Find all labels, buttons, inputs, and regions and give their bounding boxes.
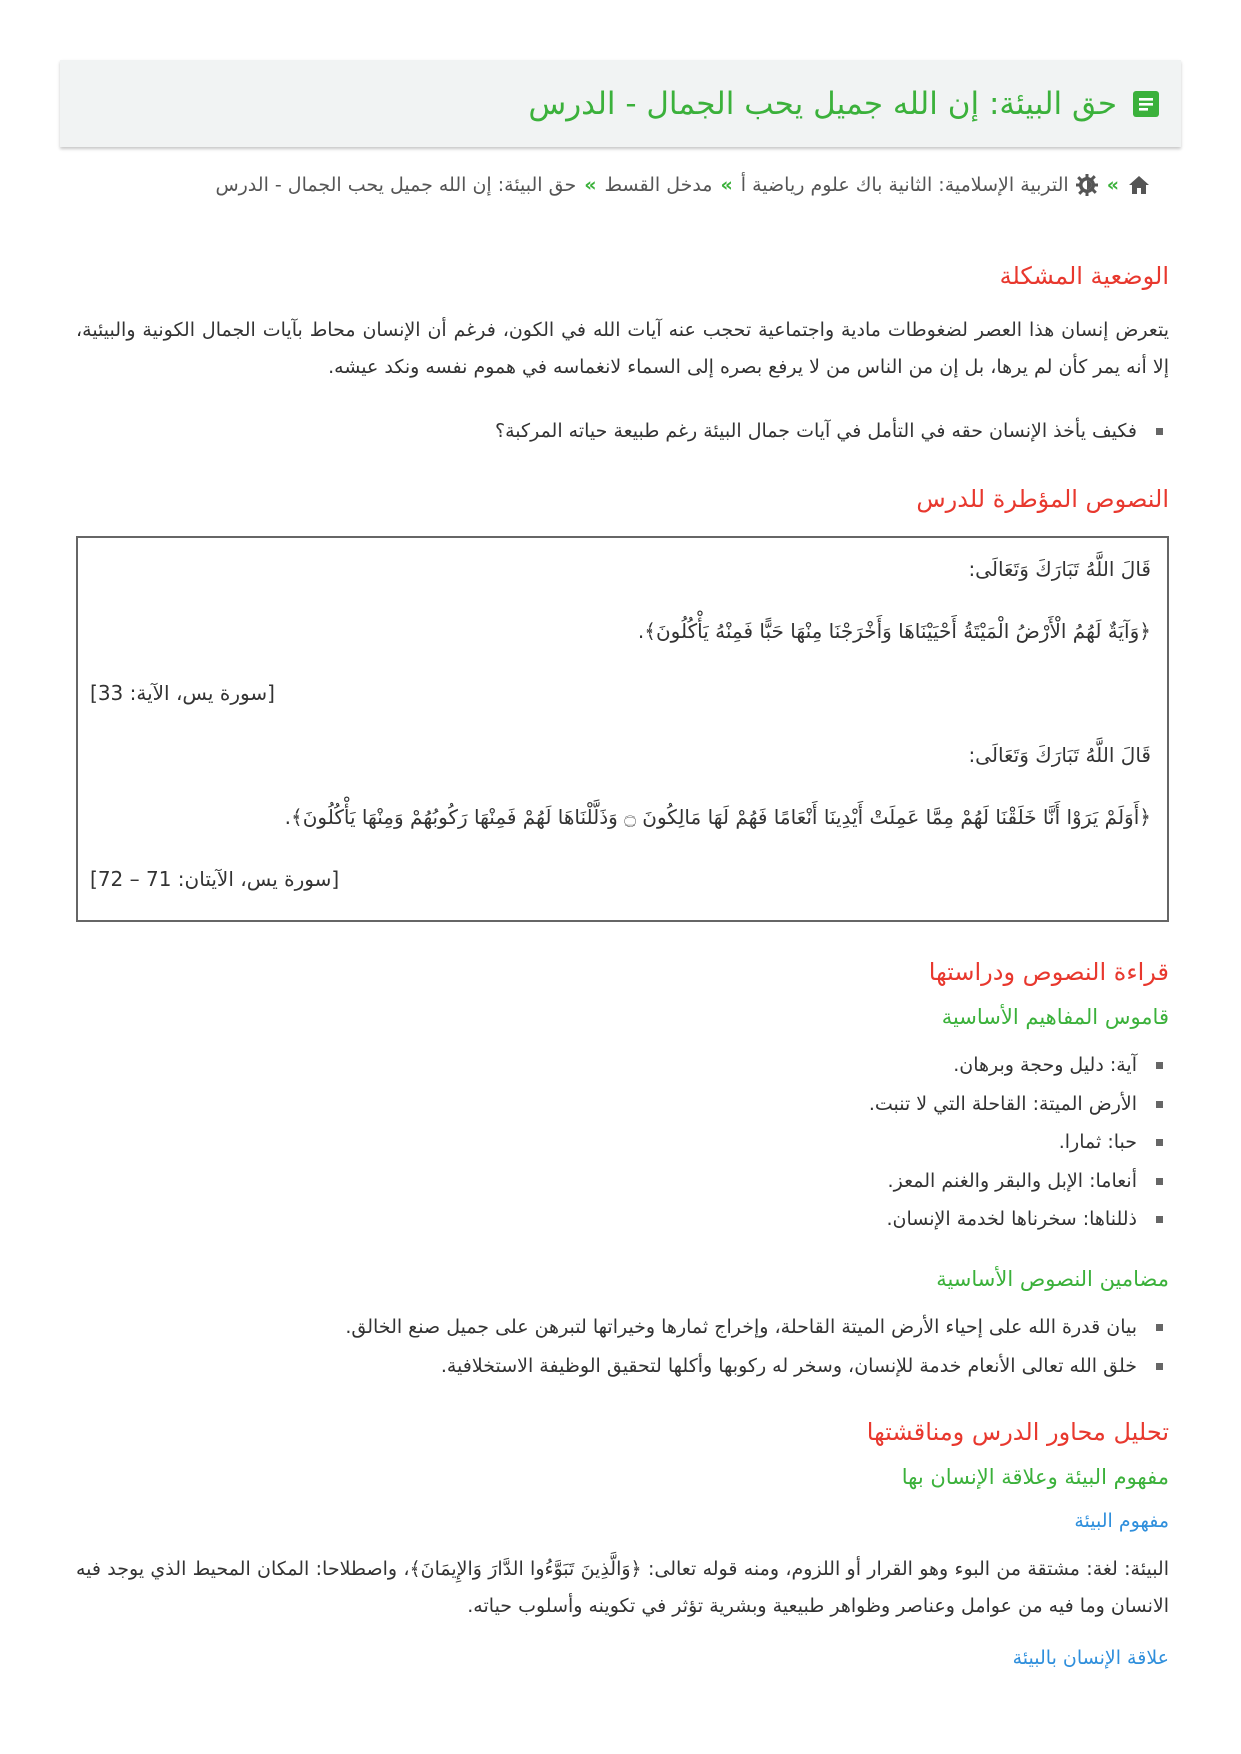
verse-reference: [سورة يس، الآيتان: 71 – 72] [90,867,340,891]
subheading-environment-concept: مفهوم البيئة وعلاقة الإنسان بها [901,1465,1169,1489]
verse-intro: قَالَ اللَّهُ تَبَارَكَ وَتَعَالَى: [968,557,1151,581]
breadcrumb-link-unit[interactable]: مدخل القسط [604,174,713,196]
list-item: بيان قدرة الله على إحياء الأرض الميتة القاحلة، وإخراج ثمارها وخيراتها لتبرهن على جميل صنع الخالق. [76,1308,1169,1347]
subheading-contents: مضامين النصوص الأساسية [936,1267,1169,1291]
contents-list [76,1308,1169,1385]
breadcrumb-separator: » [720,174,733,196]
section-heading-texts: النصوص المؤطرة للدرس [916,485,1169,513]
verse-reference: [سورة يس، الآية: 33] [90,681,275,705]
breadcrumb-current: حق البيئة: إن الله جميل يحب الجمال - الدرس [215,174,577,196]
list-item: ذللناها: سخرناها لخدمة الإنسان. [76,1200,1169,1239]
list-item: أنعاما: الإبل والبقر والغنم المعز. [76,1162,1169,1201]
title-bar [60,60,1181,147]
home-icon[interactable] [1127,173,1151,197]
problem-paragraph: يتعرض إنسان هذا العصر لضغوطات مادية واجتماعية تحجب عنه آيات الله في الكون، فرغم أن الإنسان محاط بآيات الجمال الكونية والبيئية، إلا أنه يمر كأن لم يرها، بل إن من الناس من لا يرفع بصره إلى السماء لانغماسه في هموم نفسه ونكد عيشه. [76,319,1169,378]
verse-text: ﴿أَوَلَمْ يَرَوْا أَنَّا خَلَقْنَا لَهُمْ مِمَّا عَمِلَتْ أَيْدِينَا أَنْعَامًا فَهُمْ لَهَا مَالِكُونَ ۝ وَذَلَّلْنَاهَا لَهُمْ فَمِنْهَا رَكُوبُهُمْ وَمِنْهَا يَأْكُلُونَ﴾. [284,805,1151,829]
environment-definition-paragraph: البيئة: لغة: مشتقة من البوء وهو القرار أو اللزوم، ومنه قوله تعالى: ﴿وَالَّذِينَ تَبَوَّءُوا الدَّارَ وَالإِيمَانَ﴾، واصطلاحا: المكان المحيط الذي يوجد فيه الانسان وما فيه من عوامل وعناصر وظواهر طبيعية وبشرية تؤثر في تكوينه وأسلوب حياته. [76,1558,1169,1617]
breadcrumb-separator: » [584,174,597,196]
breadcrumb-link-course[interactable]: التربية الإسلامية: الثانية باك علوم رياضية أ [740,174,1069,196]
document-icon [1131,89,1161,119]
breadcrumb [80,170,1151,200]
list-item: خلق الله تعالى الأنعام خدمة للإنسان، وسخر له ركوبها وأكلها لتحقيق الوظيفة الاستخلافية. [76,1347,1169,1386]
problem-question-list [76,412,1169,451]
list-item: حبا: ثمارا. [76,1123,1169,1162]
verse-intro: قَالَ اللَّهُ تَبَارَكَ وَتَعَالَى: [968,743,1151,767]
quran-texts-box [76,536,1169,922]
section-heading-problem: الوضعية المشكلة [999,262,1169,290]
subsubheading-environment-definition: مفهوم البيئة [1074,1510,1169,1532]
list-item: آية: دليل وحجة وبرهان. [76,1046,1169,1085]
glossary-list [76,1046,1169,1239]
settings-gear-icon [1075,173,1099,197]
subheading-glossary: قاموس المفاهيم الأساسية [941,1005,1169,1029]
list-item: فكيف يأخذ الإنسان حقه في التأمل في آيات جمال البيئة رغم طبيعة حياته المركبة؟ [76,412,1169,451]
list-item: الأرض الميتة: القاحلة التي لا تنبت. [76,1085,1169,1124]
verse-text: ﴿وَآيَةٌ لَهُمُ الْأَرْضُ الْمَيْتَةُ أَحْيَيْنَاهَا وَأَخْرَجْنَا مِنْهَا حَبًّا فَمِنْهُ يَأْكُلُونَ﴾. [637,619,1151,643]
section-heading-analysis: تحليل محاور الدرس ومناقشتها [866,1418,1169,1446]
subsubheading-human-environment-relation: علاقة الإنسان بالبيئة [1012,1647,1169,1669]
section-heading-reading: قراءة النصوص ودراستها [928,958,1169,986]
page-title: حق البيئة: إن الله جميل يحب الجمال - الدرس [528,85,1117,122]
breadcrumb-separator: » [1106,174,1119,196]
